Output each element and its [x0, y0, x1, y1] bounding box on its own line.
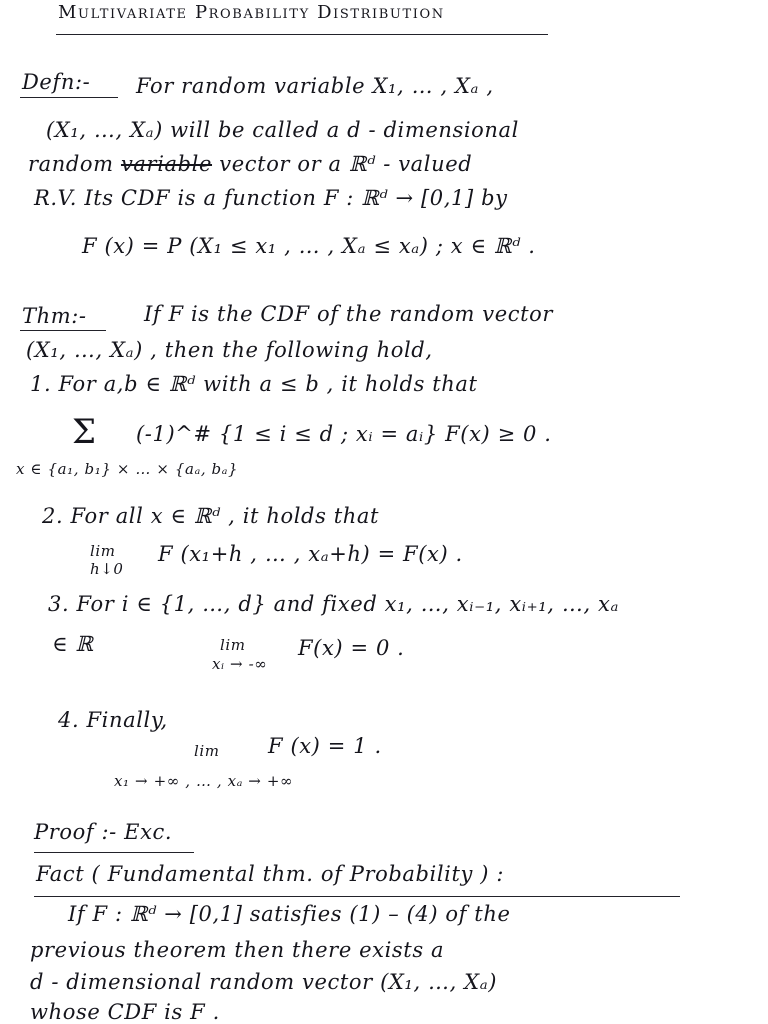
- item-4-expression: F (x) = 1 .: [268, 734, 382, 758]
- proof-line: Proof :- Exc.: [34, 820, 173, 844]
- fact-line-4: whose CDF is F .: [30, 1000, 220, 1024]
- item-3-expression: F(x) = 0 .: [298, 636, 405, 660]
- item-2-expression: F (x₁+h , … , xₐ+h) = F(x) .: [158, 542, 463, 566]
- fact-line-2: previous theorem then there exists a: [30, 938, 445, 962]
- item-3-line-1: 3. For i ∈ {1, …, d} and fixed x₁, …, xᵢ₋₁, xᵢ₊₁, …, xₐ: [48, 592, 619, 616]
- proof-underline: [34, 852, 194, 853]
- definition-label: Defn:-: [22, 70, 91, 94]
- item-2-lim-subscript: h↓0: [90, 560, 124, 578]
- summation-symbol: Σ: [72, 412, 97, 452]
- fact-line-1: If F : ℝᵈ → [0,1] satisfies (1) – (4) of the: [68, 902, 511, 926]
- fact-heading-underline: [34, 896, 680, 897]
- cdf-formula: F (x) = P (X₁ ≤ x₁ , … , Xₐ ≤ xₐ) ; x ∈ ℝᵈ .: [82, 234, 536, 258]
- definition-line-1: For random variable X₁, … , Xₐ ,: [136, 74, 494, 98]
- title-underline: [56, 34, 548, 35]
- definition-line-3: [28, 152, 472, 176]
- item-3-lim-subscript: xᵢ → -∞: [212, 655, 268, 673]
- definition-line-4: R.V. Its CDF is a function F : ℝᵈ → [0,1] by: [34, 186, 508, 210]
- item-2-line-1: 2. For all x ∈ ℝᵈ , it holds that: [42, 504, 380, 528]
- theorem-line-2: (X₁, …, Xₐ) , then the following hold,: [26, 338, 433, 362]
- item-1-expression: (-1)^# {1 ≤ i ≤ d ; xᵢ = aᵢ} F(x) ≥ 0 .: [136, 422, 552, 446]
- struck-word: variable: [120, 152, 213, 176]
- item-4-line-1: 4. Finally,: [58, 708, 168, 732]
- fact-line-3: d - dimensional random vector (X₁, …, Xₐ): [30, 970, 497, 994]
- theorem-label: Thm:-: [22, 304, 87, 328]
- theorem-label-underline: [20, 330, 106, 331]
- item-3-line-2: ∈ ℝ: [52, 632, 94, 656]
- item-4-lim: lim: [194, 742, 220, 760]
- theorem-line-1: If F is the CDF of the random vector: [144, 302, 554, 326]
- item-1-line-1: 1. For a,b ∈ ℝᵈ with a ≤ b , it holds that: [30, 372, 478, 396]
- definition-label-underline: [20, 97, 118, 98]
- item-3-lim: lim: [220, 636, 246, 654]
- definition-line-3-end: vector or a ℝᵈ - valued: [219, 152, 473, 176]
- definition-line-3-start: random: [28, 152, 114, 176]
- item-1-sum-index: x ∈ {a₁, b₁} × … × {aₐ, bₐ}: [16, 460, 239, 478]
- page-title: Multivariate Probability Distribution: [58, 2, 445, 23]
- item-2-lim: lim: [90, 542, 116, 560]
- fact-heading: Fact ( Fundamental thm. of Probability ) :: [36, 862, 505, 886]
- definition-line-2: (X₁, …, Xₐ) will be called a d - dimensional: [46, 118, 519, 142]
- item-4-lim-subscript: x₁ → +∞ , … , xₐ → +∞: [114, 772, 294, 790]
